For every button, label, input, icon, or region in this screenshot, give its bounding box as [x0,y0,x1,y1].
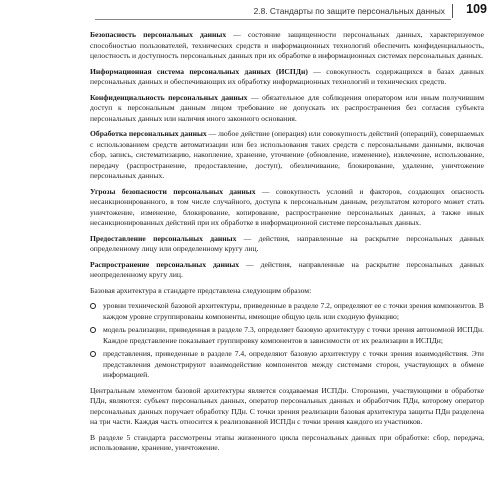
closing-paragraph: В разделе 5 стандарта рассмотрены этапы жизненного цикла персональных данных при обработке: сбор, передача, использование, хранение, уничтожение. [90,432,484,452]
circle-bullet-icon [90,351,96,357]
circle-bullet-icon [90,327,96,333]
definition-paragraph [90,187,484,229]
closing-paragraph: Центральным элементом базовой архитектуры является создаваемая ИСПДн. Сторонами, участвующими в обработке ПДн, являются: субъект персональных данных, оператор персональных данных и обработчик ПДн, которому оператор персональных данных поручает обработку ПДн. С точки зрения реализации базовая архитектура защиты ПДн разделена на три части. Каждая часть относится к реализованной ИСПДн с точки зрения каждого из участников. [90,385,484,426]
list-item-text: модель реализации, приведенная в разделе 7.3, определяет базовую архитектуру с точки зрения автономной ИСПДн. Каждое представление показывает группировку компонентов в зависимости от их реализации в ИСПДн; [103,325,484,345]
definition-paragraph [90,30,484,62]
page-body [90,30,484,459]
list-item [90,325,484,346]
running-header [95,3,487,21]
definition-text: — действия, направленные на раскрытие персональных данных неопределенному кругу лиц. [90,259,484,279]
header-separator [452,4,453,18]
definition-term: Распространение персональных данных [90,259,240,269]
definition-text: — действия, направленные на раскрытие персональных данных определенному лицу или определенному кругу лиц. [90,233,484,253]
definition-term: Безопасность персональных данных [90,30,227,39]
page-number: 109 [466,2,487,16]
definition-paragraph [90,129,484,182]
circle-bullet-icon [90,303,96,309]
definition-text: — любое действие (операция) или совокупность действий (операций), совершаемых с использованием средств автоматизации или без использования таких средств с персональными данными, включая сбор, запись, систематизацию, накопление, хранение, уточнение (обновление, изменение), извлечение, использование, передачу (распространение, предоставление, доступ), обезличивание, блокирование, удаление, уничтожение персональных данных. [90,129,484,180]
section-title: 2.8. Стандарты по защите персональных данных [253,6,445,16]
definition-paragraph [90,93,484,125]
definition-text: — состояние защищенности персональных данных, характеризуемое способностью пользователей, технических средств и информационных технологий обеспечить конфиденциальность, целостность и доступность персональных данных при их обработке в информационных системах персональных данных. [90,30,484,60]
header-rule [95,19,451,20]
definition-term: Конфиденциальность персональных данных [90,92,248,102]
architecture-list [90,301,484,381]
definition-term: Угрозы безопасности персональных данных [90,186,256,196]
definition-paragraph [90,260,484,281]
definition-text: — совокупность условий и факторов, создающих опасность несанкционированного, в том числе случайного, доступа к персональным данным, результатом которого может стать уничтожение, изменение, блокирование, копирование, распространение персональных данных, а также иных несанкционированных действий при их обработке в информационной системе персональных данных. [90,186,484,227]
definition-term: Предоставление персональных данных [90,233,237,243]
list-item [90,349,484,381]
definition-paragraph [90,234,484,255]
definition-term: Обработка персональных данных [90,129,207,138]
list-item-text: представления, приведенные в разделе 7.4, определяют базовую архитектуру с точки зрения взаимодействия. Эти представления демонстрируют взаимодействие компонентов между системами сторон, участвующих в обмене информацией. [103,349,484,379]
definition-text: — обязательное для соблюдения оператором или иным получившим доступ к персональным данным лицом требование не допускать их распространения без согласия субъекта персональных данных или наличия иного законного основания. [90,92,485,123]
intro-paragraph: Базовая архитектура в стандарте представлена следующим образом: [90,285,312,295]
definition-paragraph [90,67,484,88]
definition-text: — совокупность содержащихся в базах данных персональных данных и обеспечивающих их обработку информационных технологий и технических средств. [90,66,484,86]
definition-term: Информационная система персональных данных (ИСПДн) [90,66,308,76]
list-item-text: уровни технической базовой архитектуры, приведенные в разделе 7.2, определяют ее с точки зрения компонентов. В каждом уровне сгруппированы компоненты, имеющие общую цель или сходную функцию; [103,301,484,321]
list-item [90,301,484,322]
